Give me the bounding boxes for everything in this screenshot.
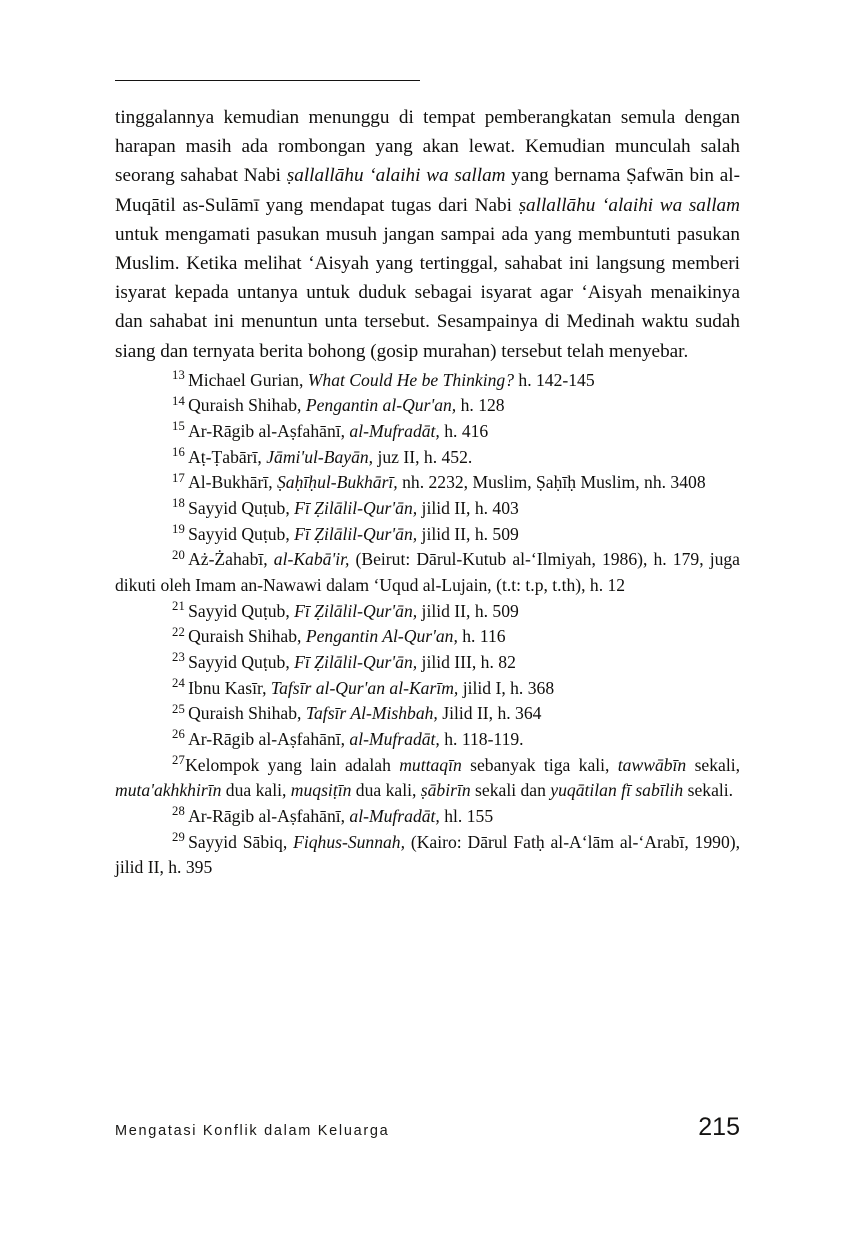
footnote-rest: jilid II, h. 509: [417, 523, 519, 544]
footnote-author: Sayyid Quṭub,: [188, 652, 295, 673]
footnote-number: 27: [172, 752, 186, 767]
footnote-number: 18: [172, 496, 186, 511]
page-content: [115, 80, 740, 881]
page-footer: [115, 1113, 740, 1142]
footnote-19: [115, 522, 740, 548]
footnote-20: [115, 547, 740, 598]
footnote-author: Quraish Shihab,: [188, 395, 306, 416]
footnote-number: 22: [172, 624, 186, 639]
footnote-number: 24: [172, 675, 186, 690]
body-paragraph: tinggalannya kemudian menunggu di tempat pemberangkatan semula dengan harapan masih ada rombongan yang akan lewat. Kemudian munculah salah seorang sahabat Nabi ṣallallāhu ‘alaihi wa sallam yang bernama Ṣafwān bin al-Muqātil as-Sulāmī yang mendapat tugas dari Nabi ṣallallāhu ‘alaihi wa sallam untuk mengamati pasukan musuh jangan sampai ada yang membuntuti pasukan Muslim. Ketika melihat ‘Aisyah yang tertinggal, sahabat ini langsung memberi isyarat kepada untanya untuk duduk sebagai isyarat agar ‘Aisyah menaikinya dan sahabat ini menuntun unta tersebut. Sesampainya di Medinah waktu sudah siang dan ternyata berita bohong (gosip murahan) tersebut telah menyebar.: [115, 107, 740, 362]
footnote-27: $^{27}$Kelompok yang lain adalah muttaqīn sebanyak tiga kali, tawwābīn sekali, muta'akhkhirīn dua kali, muqsiṭīn dua kali, ṣābirīn sekali dan yuqātilan fī sabīlih sekali.: [115, 752, 741, 801]
footnote-title: al-Kabā'ir,: [273, 549, 350, 570]
footnote-title: Tafsīr Al-Mishbah,: [305, 703, 438, 724]
footnote-title: muttaqīn: [399, 754, 462, 775]
footnote-number: 29: [172, 829, 186, 844]
footnote-title: Fiqhus-Sunnah,: [293, 831, 406, 852]
footnote-25: [115, 701, 740, 727]
footnote-author: Ar-Rāgib al-Aṣfahānī,: [188, 421, 350, 442]
footnote-number: 20: [172, 547, 186, 562]
footnote-23: [115, 650, 740, 676]
footnote-separator-rule: [115, 80, 420, 81]
footnote-rest: nh. 2232, Muslim, Ṣaḥīḥ Muslim, nh. 3408: [397, 472, 706, 493]
footnote-author: Aż-Żahabī,: [188, 549, 274, 570]
footnote-title: al-Mufradāt,: [349, 806, 440, 827]
footnote-title: Tafsīr al-Qur'an al-Karīm,: [270, 677, 459, 698]
footnote-rest: jilid II, h. 509: [417, 600, 519, 621]
footnote-26: [115, 727, 740, 753]
footnote-28: [115, 804, 740, 830]
footnote-17: [115, 470, 740, 496]
footnote-rest: Jilid II, h. 364: [437, 703, 542, 724]
footnote-24: [115, 676, 740, 702]
footnote-author: Michael Gurian,: [188, 369, 308, 390]
footnote-author: Sayyid Quṭub,: [188, 600, 295, 621]
footnote-author: Kelompok yang lain adalah: [185, 754, 400, 775]
footnote-title: Jāmi'ul-Bayān,: [266, 446, 374, 467]
footnote-rest: h. 118-119.: [439, 729, 524, 750]
footnote-rest: (Beirut: Dārul-Kutub al-‘Ilmiyah, 1986), h. 179, juga dikuti oleh Imam an-Nawawi dalam ‘Uqud al-Lujain, (t.t: t.p, t.th), h. 12: [115, 549, 740, 596]
footnote-rest: h. 116: [457, 626, 506, 647]
page-number: 215: [698, 1113, 740, 1141]
footnote-rest: jilid III, h. 82: [417, 652, 516, 673]
footnote-author: Sayyid Quṭub,: [188, 523, 295, 544]
footnote-number: 28: [172, 804, 186, 819]
footnote-author: Quraish Shihab,: [188, 703, 306, 724]
running-head: Mengatasi Konflik dalam Keluarga: [115, 1123, 390, 1139]
footnote-title: Fī Ẓilālil-Qur'ān,: [294, 652, 418, 673]
footnote-rest: hl. 155: [439, 806, 494, 827]
footnote-title: Pengantin al-Qur'an,: [305, 395, 457, 416]
footnote-rest: h. 128: [456, 395, 505, 416]
footnote-number: 23: [172, 650, 186, 665]
footnote-author: Quraish Shihab,: [188, 626, 306, 647]
footnote-rest: jilid I, h. 368: [458, 677, 555, 698]
footnote-number: 19: [172, 521, 186, 536]
footnote-29: [115, 830, 740, 881]
footnote-number: 26: [172, 727, 186, 742]
footnote-author: Aṭ-Ṭabārī,: [188, 446, 267, 467]
footnote-author: Ar-Rāgib al-Aṣfahānī,: [188, 729, 350, 750]
footnote-title: Pengantin Al-Qur'an,: [305, 626, 458, 647]
footnote-author: Ibnu Kasīr,: [188, 677, 271, 698]
footnote-number: 21: [172, 598, 186, 613]
footnote-number: 13: [172, 367, 186, 382]
footnote-21: [115, 599, 740, 625]
footnote-number: 25: [172, 701, 186, 716]
footnote-title: Fī Ẓilālil-Qur'ān,: [294, 523, 418, 544]
footnote-number: 17: [172, 470, 186, 485]
footnote-13: [115, 368, 740, 394]
footnote-rest: (Kairo: Dārul Fatḥ al-A‘lām al-‘Arabī, 1990), jilid II, h. 395: [115, 831, 740, 878]
footnote-number: 15: [172, 419, 186, 434]
footnote-18: [115, 496, 740, 522]
footnote-author: Sayyid Sābiq,: [188, 831, 294, 852]
footnote-rest: h. 142-145: [514, 369, 595, 390]
footnote-16: [115, 445, 740, 471]
footnote-rest: juz II, h. 452.: [373, 446, 473, 467]
footnote-author: Ar-Rāgib al-Aṣfahānī,: [188, 806, 350, 827]
footnote-rest: jilid II, h. 403: [417, 498, 519, 519]
footnote-title: What Could He be Thinking?: [307, 369, 514, 390]
footnote-number: 14: [172, 393, 186, 408]
footnote-rest: h. 416: [439, 421, 489, 442]
footnote-22: [115, 624, 740, 650]
footnote-title: Fī Ẓilālil-Qur'ān,: [294, 600, 418, 621]
footnote-author: Sayyid Quṭub,: [188, 498, 295, 519]
footnote-author: Al-Bukhārī,: [188, 472, 277, 493]
footnote-number: 16: [172, 444, 186, 459]
footnote-14: [115, 393, 740, 419]
footnote-title: al-Mufradāt,: [349, 421, 440, 442]
footnote-title: Ṣaḥīḥul-Bukhārī,: [277, 472, 398, 493]
footnote-title: Fī Ẓilālil-Qur'ān,: [294, 498, 418, 519]
footnote-title: al-Mufradāt,: [349, 729, 440, 750]
footnote-15: [115, 419, 740, 445]
